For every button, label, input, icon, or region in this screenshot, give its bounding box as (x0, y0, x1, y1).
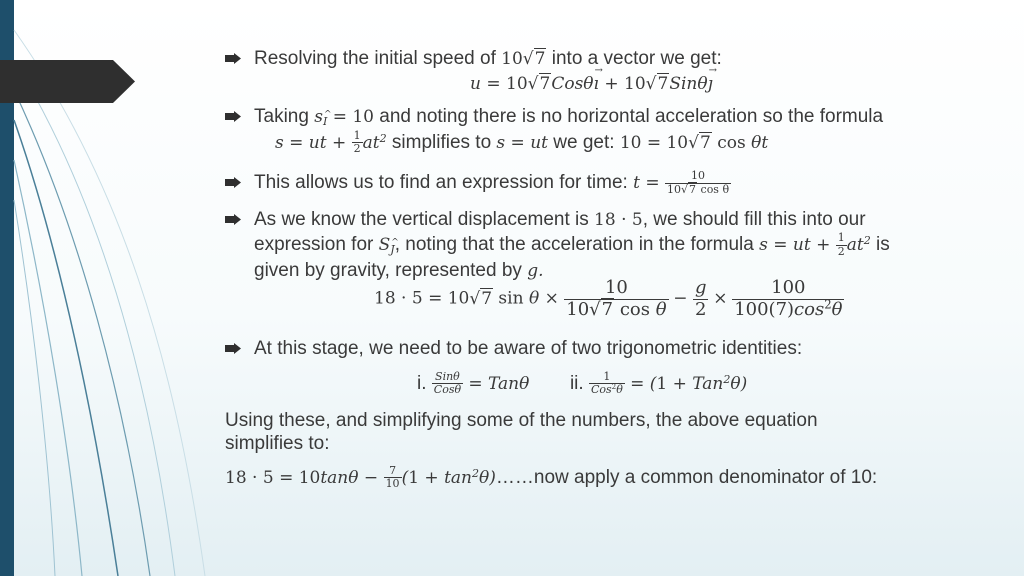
time-expression: t = $\frac{10}{\text{10√7 cos θ}}$ (633, 169, 730, 196)
arrow-bullet-icon (225, 207, 243, 232)
trig-identities: i. $\frac{\text{Sinθ}}{\text{Cosθ}}$ = Tanθ ii. $\frac{1}{Cos^2\theta}$ = (1 + Tan$^2$θ) (417, 369, 748, 397)
arrow-bullet-icon (225, 170, 243, 195)
bullet-2-text-2: and noting there is no horizontal acceleration so the formula (379, 106, 884, 127)
vertical-displacement-equation: 18 · 5 = 10√7 sin θ × $\frac{10}{\text{10√7 cos θ}}$ − $\frac{g}{2}$ × $\frac{100}{100(7)\cos^2\theta}$ (374, 277, 843, 320)
suvat-line: s = ut + $\frac{1}{2}$ $at^2$ simplifies to s = ut we get: 10 = 10√7 cos θt (275, 128, 769, 156)
bullet-5-text: At this stage, we need to be aware of two trigonometric identities: (254, 338, 803, 359)
bullet-3-text: This allows us to find an expression for time: (254, 172, 628, 193)
horizontal-displacement: $s_I = 10$ (314, 107, 374, 128)
bullet-4-line-2: expression for $S_J$, noting that the acceleration in the formula s = ut + $\frac{1}{2}$ $at^2$ is (254, 231, 890, 258)
bullet-4-line-1b: , we should fill this into our (642, 209, 866, 230)
displacement-value: 18 · 5 (594, 210, 643, 230)
bullet-4-line-3: given by gravity, represented by g. (254, 260, 544, 281)
final-equation-line: 18 · 5 = 10tanθ − $\frac{7}{10}$ $(1 + \tan^2\theta)\dots\dots now$ apply a common denominator of 10: (225, 463, 878, 491)
bullet-2-text: Taking (254, 106, 309, 127)
arrow-bullet-icon (225, 104, 243, 129)
identity-ii-label: ii. (569, 373, 584, 394)
bullet-4-line-1: As we know the vertical displacement is (254, 209, 589, 230)
we-get-text: we get: (553, 132, 615, 153)
simplifies-text: simplifies to (391, 132, 492, 153)
speed-value: 10√7 (501, 49, 546, 69)
arrow-bullet-icon (225, 336, 243, 361)
bullet-1-text-2: into a vector we get: (551, 48, 722, 69)
paragraph-line-1: Using these, and simplifying some of the numbers, the above equation (225, 410, 818, 431)
bullet-1-text: Resolving the initial speed of (254, 48, 496, 69)
velocity-vector-equation: u = 10√7Cosθı → + 10√7Sinθȷ → (470, 74, 713, 94)
identity-i-label: i. (417, 373, 427, 394)
arrow-bullet-icon (225, 46, 243, 71)
paragraph-line-2: simplifies to: (225, 433, 330, 454)
final-line-tail: ……now apply a common denominator of 10: (495, 467, 878, 488)
